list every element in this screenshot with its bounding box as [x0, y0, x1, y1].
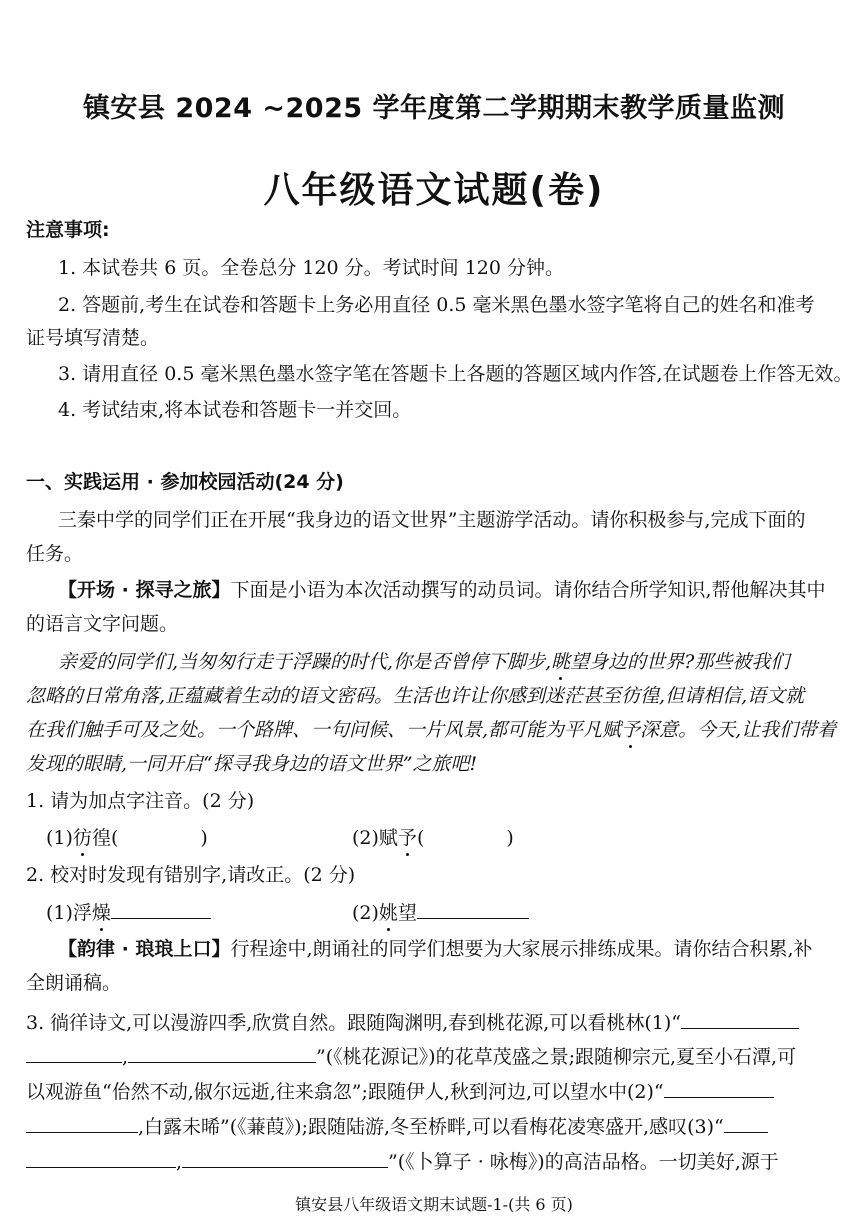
task2-instruction-cont: 全朗诵稿。 — [26, 972, 122, 994]
question-3-line-2: , ”(《桃花源记》)的花草茂盛之景;跟随柳宗元,夏至小石潭,可 — [26, 1044, 796, 1069]
q1-part-1: (1)彷徨( ) — [46, 827, 208, 849]
answer-blank[interactable] — [26, 1044, 122, 1063]
dotted-char: 予 — [621, 719, 641, 741]
question-2: 2. 校对时发现有错别字,请改正。(2 分) — [26, 864, 356, 886]
q1-part-2: (2)赋予( ) — [352, 827, 514, 849]
notice-item-3: 3. 请用直径 0.5 毫米黑色墨水签字笔在答题卡上各题的答题区域内作答,在试题卷上作答无效。 — [58, 363, 853, 385]
question-3-line-4: ,白露未晞”(《蒹葭》);跟随陆游,冬至桥畔,可以看梅花凌寒盛开,感叹(3)“ — [26, 1114, 768, 1139]
passage-line-4: 发现的眼睛,一同开启“探寻我身边的语文世界”之旅吧! — [26, 753, 478, 775]
exam-header-title: 镇安县 2024 ~2025 学年度第二学期期末教学质量监测 — [82, 93, 786, 124]
answer-blank[interactable] — [111, 900, 211, 919]
notice-item-4: 4. 考试结束,将本试卷和答题卡一并交回。 — [58, 399, 412, 421]
task1-instruction-cont: 的语言文字问题。 — [26, 613, 179, 635]
answer-blank[interactable] — [26, 1114, 138, 1133]
dotted-char: 彷 — [72, 827, 92, 849]
task1-tag: 【开场 · 探寻之旅】 — [58, 579, 231, 601]
question-3-line-1: 3. 徜徉诗文,可以漫游四季,欣赏自然。跟随陶渊明,春到桃花源,可以看桃林(1)“ — [26, 1010, 799, 1035]
notice-item-2-cont: 证号填写清楚。 — [26, 327, 160, 349]
answer-blank[interactable] — [681, 1010, 799, 1029]
question-1: 1. 请为加点字注音。(2 分) — [26, 790, 255, 812]
q2-part-1: (1)浮燥 — [46, 900, 211, 925]
task2-instruction: 【韵律 · 琅琅上口】行程途中,朗诵社的同学们想要为大家展示排练成果。请你结合积累,补 — [58, 938, 813, 960]
dotted-char: 予 — [397, 827, 417, 849]
question-3-line-5: , ”(《卜算子 · 咏梅》)的高洁品格。一切美好,源于 — [26, 1149, 779, 1174]
notice-item-1: 1. 本试卷共 6 页。全卷总分 120 分。考试时间 120 分钟。 — [58, 257, 565, 279]
task1-instruction: 【开场 · 探寻之旅】下面是小语为本次活动撰写的动员词。请你结合所学知识,帮他解决其中 — [58, 579, 826, 601]
notice-item-2: 2. 答题前,考生在试卷和答题卡上务必用直径 0.5 毫米黑色墨水签字笔将自己的姓名和准考 — [58, 294, 815, 316]
dotted-char: 燥 — [91, 902, 111, 924]
answer-blank[interactable] — [664, 1079, 774, 1098]
answer-blank[interactable] — [182, 1149, 388, 1168]
passage-line-3: 在我们触手可及之处。一个路牌、一句问候、一片风景,都可能为平凡赋予深意。今天,让我们带着 — [26, 719, 837, 741]
question-3-line-3: 以观游鱼“佁然不动,俶尔远逝,往来翕忽”;跟随伊人,秋到河边,可以望水中(2)“ — [26, 1079, 774, 1104]
section-intro: 三秦中学的同学们正在开展“我身边的语文世界”主题游学活动。请你积极参与,完成下面的 — [58, 509, 806, 531]
answer-blank[interactable] — [128, 1044, 316, 1063]
task2-tag: 【韵律 · 琅琅上口】 — [58, 938, 231, 960]
passage-line-2: 忽略的日常角落,正蕴藏着生动的语文密码。生活也许让你感到迷茫甚至彷徨,但请相信,语文就 — [26, 685, 805, 707]
answer-blank[interactable] — [417, 900, 529, 919]
dotted-char: 姚 — [378, 902, 398, 924]
page-footer: 镇安县八年级语文期末试题-1-(共 6 页) — [295, 1195, 573, 1214]
q2-part-2: (2)姚望 — [352, 900, 529, 925]
passage-line-1: 亲爱的同学们,当匆匆行走于浮躁的时代,你是否曾停下脚步,眺望身边的世界?那些被我们 — [58, 651, 790, 673]
answer-blank[interactable] — [26, 1149, 176, 1168]
exam-subject-title: 八年级语文试题(卷) — [263, 170, 605, 211]
section-intro-cont: 任务。 — [26, 543, 84, 565]
section-heading: 一、实践运用 · 参加校园活动(24 分) — [26, 471, 344, 493]
answer-blank[interactable] — [724, 1114, 768, 1133]
notice-heading: 注意事项: — [26, 219, 110, 241]
dotted-char: 眺 — [551, 651, 571, 673]
